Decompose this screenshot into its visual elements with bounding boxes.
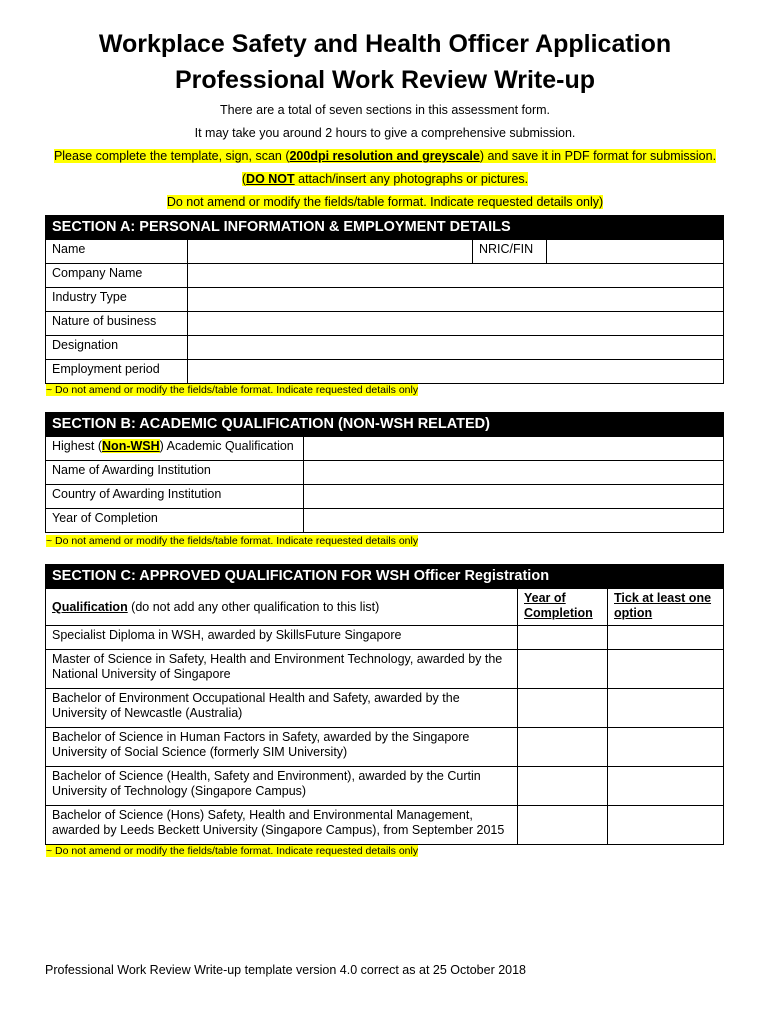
qualification-row: Bachelor of Science (Hons) Safety, Health and Environmental Management, awarded by Leeds Beckett University (Singapore Campus), from September 2015: [46, 806, 518, 845]
intro-line-3-c: ) and save it in PDF format for submission.: [479, 149, 717, 163]
designation-label: Designation: [46, 336, 188, 360]
section-c-note: ~ Do not amend or modify the fields/table format. Indicate requested details only: [46, 845, 419, 857]
document-title-line2: Professional Work Review Write-up: [174, 66, 595, 94]
intro-line-3-b: 200dpi resolution and greyscale: [289, 149, 480, 163]
intro-line-5: [0, 194, 770, 210]
highest-qualification-label-b: Non-WSH: [102, 439, 160, 453]
qualification-column-header-b: (do not add any other qualification to this list): [127, 599, 380, 614]
company-name-label: Company Name: [46, 264, 188, 288]
section-a-note: ~ Do not amend or modify the fields/table format. Indicate requested details only: [46, 384, 419, 396]
highest-qualification-field[interactable]: [304, 437, 724, 461]
name-label: Name: [46, 240, 188, 264]
awarding-institution-label: Name of Awarding Institution: [46, 461, 304, 485]
section-c-table: [45, 564, 724, 845]
designation-field[interactable]: [188, 336, 724, 360]
tick-cell[interactable]: [608, 767, 724, 806]
footer-version-text: Professional Work Review Write-up template version 4.0 correct as at 25 October 2018: [45, 963, 527, 977]
highest-qualification-label-c: ) Academic Qualification: [159, 439, 294, 453]
intro-line-4-a: (: [241, 172, 247, 186]
employment-period-field[interactable]: [188, 360, 724, 384]
section-b-header: SECTION B: ACADEMIC QUALIFICATION (NON-WSH RELATED): [46, 413, 724, 437]
name-field[interactable]: [188, 240, 473, 264]
year-of-completion-cell[interactable]: [518, 728, 608, 767]
intro-line-4-c: attach/insert any photographs or pictures.: [294, 172, 529, 186]
document-title-line1: Workplace Safety and Health Officer Application: [98, 30, 672, 58]
year-of-completion-label: Year of Completion: [46, 509, 304, 533]
section-b-table: [45, 412, 724, 533]
year-of-completion-field[interactable]: [304, 509, 724, 533]
qualification-row: Bachelor of Science in Human Factors in Safety, awarded by the Singapore University of Social Science (formerly SIM University): [46, 728, 518, 767]
intro-line-3-a: Please complete the template, sign, scan (: [53, 149, 290, 163]
country-of-institution-label: Country of Awarding Institution: [46, 485, 304, 509]
year-of-completion-cell[interactable]: [518, 650, 608, 689]
awarding-institution-field[interactable]: [304, 461, 724, 485]
tick-cell[interactable]: [608, 806, 724, 845]
qualification-row: Bachelor of Environment Occupational Health and Safety, awarded by the University of Newcastle (Australia): [46, 689, 518, 728]
section-b-note: ~ Do not amend or modify the fields/table format. Indicate requested details only: [46, 535, 419, 547]
tick-cell[interactable]: [608, 728, 724, 767]
qualification-column-header-a: Qualification: [52, 599, 128, 614]
tick-cell[interactable]: [608, 626, 724, 650]
industry-type-field[interactable]: [188, 288, 724, 312]
country-of-institution-field[interactable]: [304, 485, 724, 509]
year-of-completion-cell[interactable]: [518, 626, 608, 650]
intro-line-2: It may take you around 2 hours to give a comprehensive submission.: [194, 126, 576, 140]
intro-line-4: [0, 171, 770, 187]
highest-qualification-label-a: Highest (: [52, 439, 103, 453]
nature-of-business-label: Nature of business: [46, 312, 188, 336]
section-c-header: SECTION C: APPROVED QUALIFICATION FOR WSH Officer Registration: [46, 565, 724, 589]
intro-line-4-b: DO NOT: [246, 172, 295, 186]
year-of-completion-column-header: Year of Completion: [518, 589, 608, 626]
nature-of-business-field[interactable]: [188, 312, 724, 336]
year-of-completion-cell[interactable]: [518, 689, 608, 728]
tick-cell[interactable]: [608, 689, 724, 728]
section-a-table: [45, 215, 724, 384]
tick-option-column-header: Tick at least one option: [608, 589, 724, 626]
nric-label: NRIC/FIN: [473, 240, 547, 264]
qualification-row: Master of Science in Safety, Health and Environment Technology, awarded by the National University of Singapore: [46, 650, 518, 689]
qualification-column-header: [46, 589, 518, 626]
intro-line-1: There are a total of seven sections in this assessment form.: [219, 103, 550, 117]
nric-field[interactable]: [547, 240, 724, 264]
intro-line-3: [0, 148, 770, 164]
year-of-completion-cell[interactable]: [518, 767, 608, 806]
company-name-field[interactable]: [188, 264, 724, 288]
qualification-row: Bachelor of Science (Health, Safety and Environment), awarded by the Curtin University of Technology (Singapore Campus): [46, 767, 518, 806]
section-a-header: SECTION A: PERSONAL INFORMATION & EMPLOYMENT DETAILS: [46, 216, 724, 240]
industry-type-label: Industry Type: [46, 288, 188, 312]
year-of-completion-cell[interactable]: [518, 806, 608, 845]
tick-cell[interactable]: [608, 650, 724, 689]
highest-qualification-label: [46, 437, 304, 461]
qualification-row: Specialist Diploma in WSH, awarded by SkillsFuture Singapore: [46, 626, 518, 650]
employment-period-label: Employment period: [46, 360, 188, 384]
intro-line-5-text: Do not amend or modify the fields/table format. Indicate requested details only): [166, 195, 604, 209]
